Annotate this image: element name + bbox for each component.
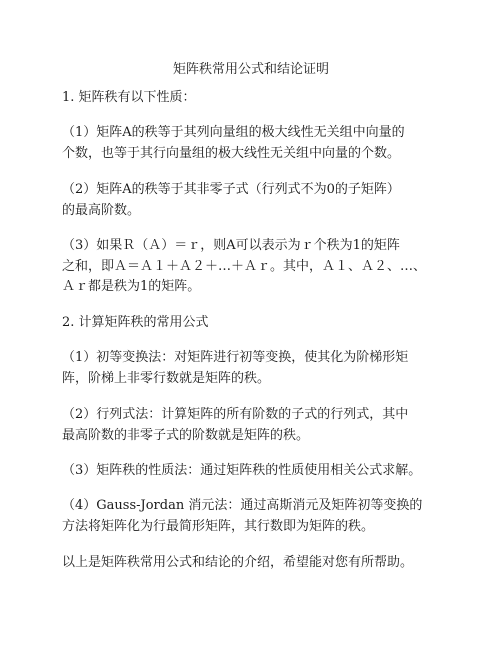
s2-item4-line1: （4）Gauss-Jordan 消元法：通过高斯消元及矩阵初等变换的 xyxy=(62,498,423,513)
s1-item3-line2: 之和，即Ａ＝Ａ１＋Ａ２＋…＋Ａｒ。其中，Ａ１、Ａ２、…、 xyxy=(62,259,427,274)
s1-item2-line2: 的最高阶数。 xyxy=(62,203,141,218)
section-2-heading: 2. 计算矩阵秩的常用公式 xyxy=(62,315,209,330)
s2-item2-line2: 最高阶数的非零子式的阶数就是矩阵的秩。 xyxy=(62,428,310,443)
s1-item3-line1: （3）如果Ｒ（Ａ）＝ｒ，则A可以表示为ｒ个秩为1的矩阵 xyxy=(62,238,400,253)
s2-item1-line1: （1）初等变换法：对矩阵进行初等变换，使其化为阶梯形矩 xyxy=(62,350,409,365)
document-title: 矩阵秩常用公式和结论证明 xyxy=(172,62,329,77)
closing-paragraph: 以上是矩阵秩常用公式和结论的介绍，希望能对您有所帮助。 xyxy=(62,555,414,570)
s2-item4-line2: 方法将矩阵化为行最简形矩阵，其行数即为矩阵的秩。 xyxy=(62,519,375,534)
section-1-heading: 1. 矩阵秩有以下性质： xyxy=(62,90,196,105)
s1-item1-line1: （1）矩阵A的秩等于其列向量组的极大线性无关组中向量的 xyxy=(62,125,405,140)
s1-item1-line2: 个数，也等于其行向量组的极大线性无关组中向量的个数。 xyxy=(62,146,401,161)
s2-item3-line1: （3）矩阵秩的性质法：通过矩阵秩的性质使用相关公式求解。 xyxy=(62,463,422,478)
s1-item3-line3: Ａｒ都是秩为1的矩阵。 xyxy=(62,279,201,294)
s1-item2-line1: （2）矩阵A的秩等于其非零子式（行列式不为0的子矩阵） xyxy=(62,182,400,197)
s2-item1-line2: 阵，阶梯上非零行数就是矩阵的秩。 xyxy=(62,371,271,386)
s2-item2-line1: （2）行列式法：计算矩阵的所有阶数的子式的行列式，其中 xyxy=(62,407,409,422)
